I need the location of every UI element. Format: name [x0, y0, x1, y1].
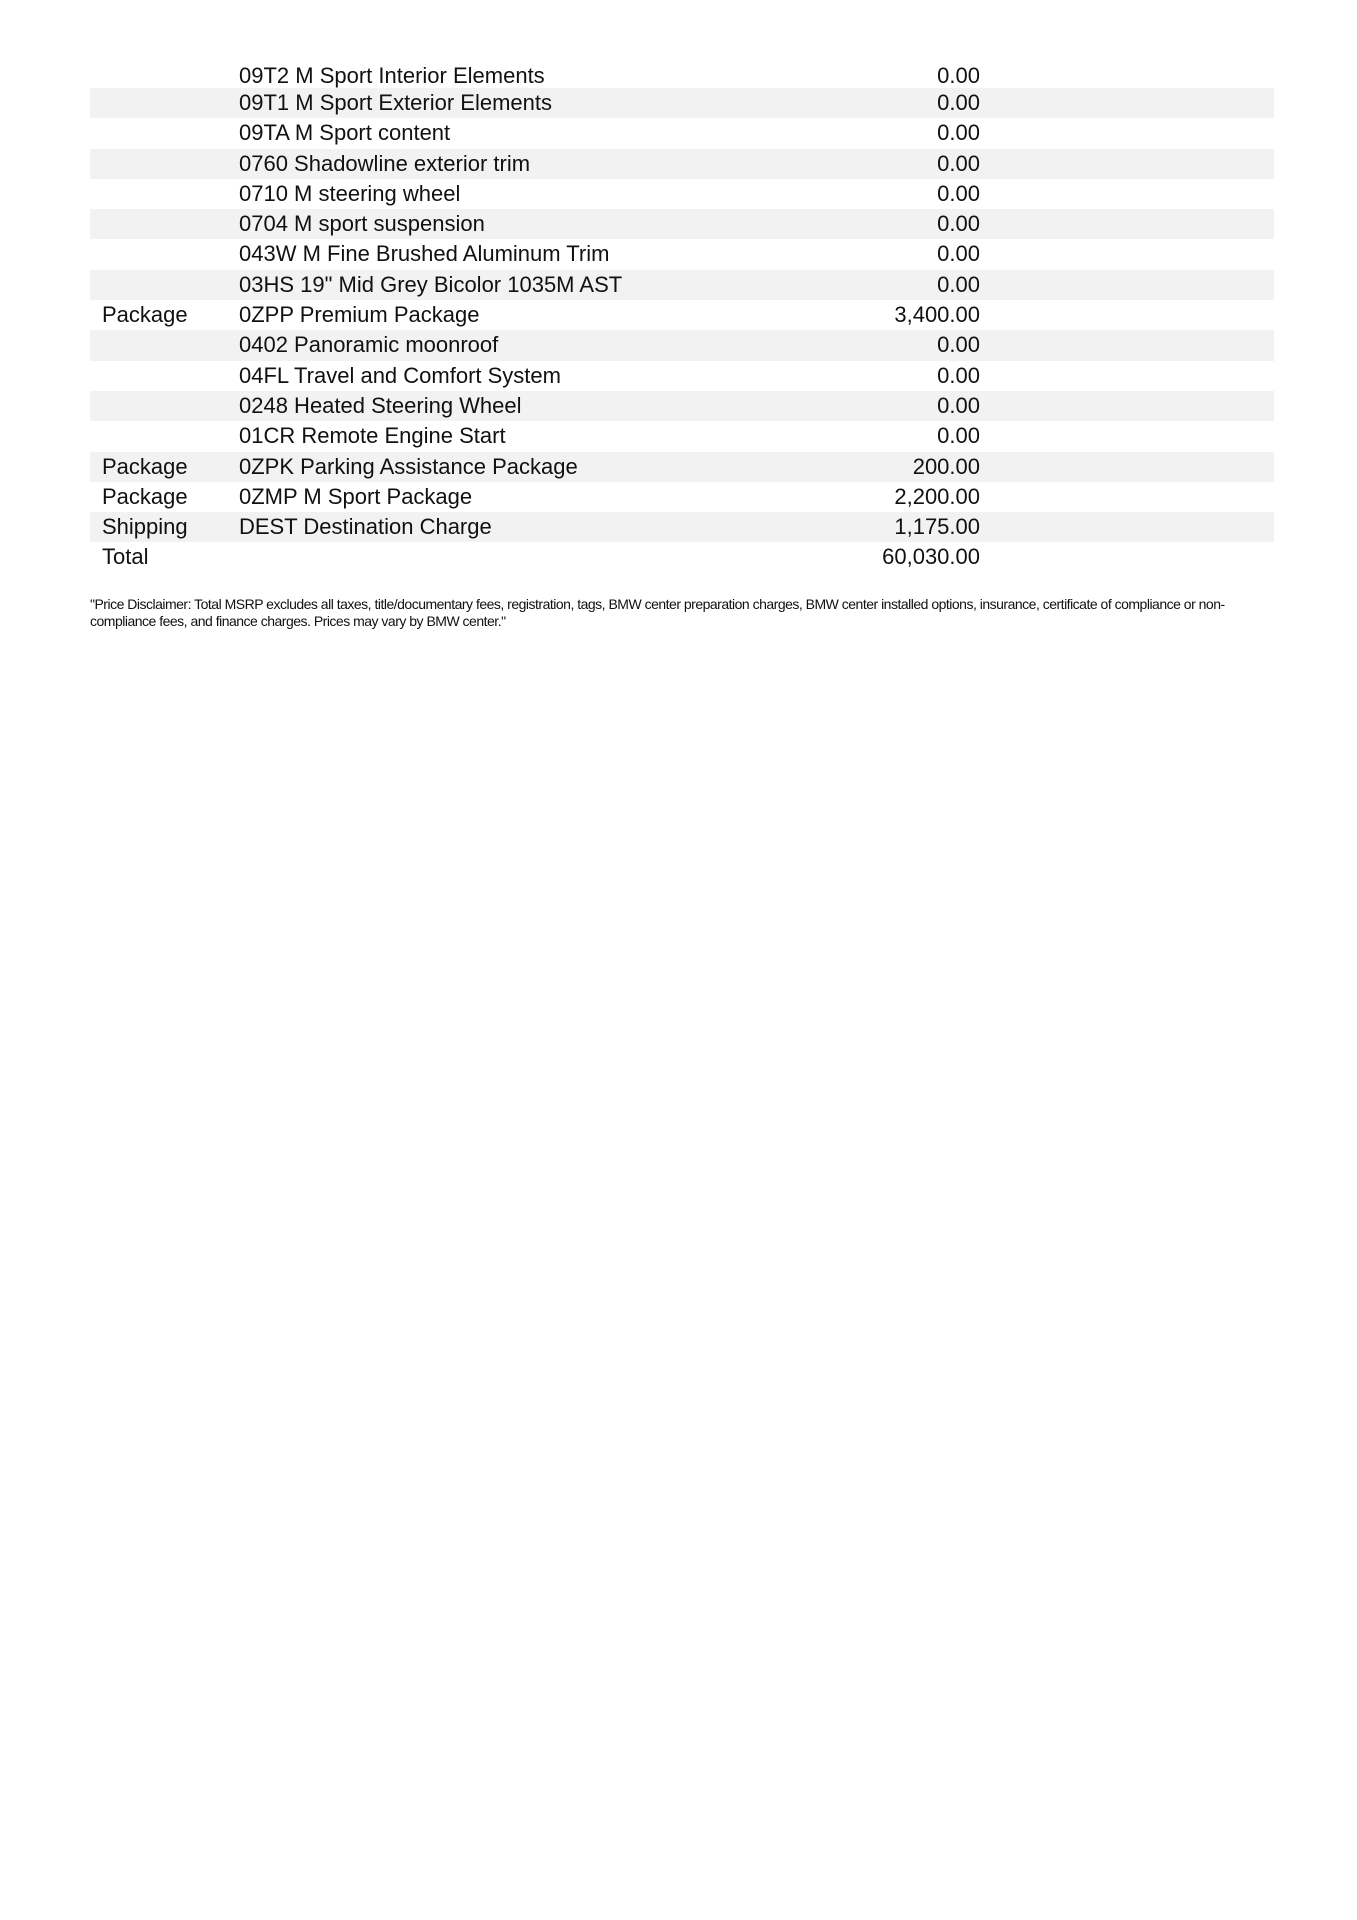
row-category: Package [102, 483, 188, 509]
table-row [90, 512, 1274, 542]
table-row [90, 330, 1274, 360]
table-row [90, 64, 1274, 88]
table-row [90, 421, 1274, 451]
row-price: 2,200.00 [894, 483, 980, 509]
row-description: 0704 M sport suspension [239, 211, 485, 237]
row-price: 0.00 [937, 332, 980, 358]
table-row [90, 179, 1274, 209]
table-row [90, 149, 1274, 179]
row-description: DEST Destination Charge [239, 514, 492, 540]
price-table [90, 64, 1274, 573]
table-row [90, 209, 1274, 239]
row-price: 0.00 [937, 423, 980, 449]
table-row [90, 118, 1274, 148]
row-category: Package [102, 302, 188, 328]
row-price: 1,175.00 [894, 514, 980, 540]
total-price: 60,030.00 [882, 544, 980, 570]
row-price: 0.00 [937, 241, 980, 267]
row-description: 0ZPP Premium Package [239, 302, 480, 328]
row-description: 09TA M Sport content [239, 120, 451, 146]
row-price: 3,400.00 [894, 302, 980, 328]
row-description: 043W M Fine Brushed Aluminum Trim [239, 241, 610, 267]
row-price: 0.00 [937, 120, 980, 146]
table-row [90, 391, 1274, 421]
row-price: 0.00 [937, 90, 980, 115]
row-description: 0760 Shadowline exterior trim [239, 150, 531, 176]
row-description: 0248 Heated Steering Wheel [239, 392, 522, 418]
row-description: 0ZMP M Sport Package [239, 483, 473, 509]
row-description: 01CR Remote Engine Start [239, 423, 506, 449]
row-price: 0.00 [937, 63, 980, 88]
table-row [90, 482, 1274, 512]
row-price: 0.00 [937, 150, 980, 176]
table-row [90, 361, 1274, 391]
total-label: Total [102, 544, 149, 570]
row-price: 0.00 [937, 211, 980, 237]
row-price: 0.00 [937, 362, 980, 388]
row-description: 0402 Panoramic moonroof [239, 332, 499, 358]
table-row [90, 239, 1274, 269]
row-price: 200.00 [912, 453, 980, 479]
table-row [90, 300, 1274, 330]
row-description: 09T1 M Sport Exterior Elements [239, 90, 553, 115]
row-description: 0ZPK Parking Assistance Package [239, 453, 578, 479]
table-row [90, 270, 1274, 300]
table-row [90, 88, 1274, 118]
price-disclaimer: "Price Disclaimer: Total MSRP excludes all taxes, title/documentary fees, registration, tags, BMW center preparation charges, BMW center installed options, insurance, certificate of compliance or non-compliance fees, and finance charges. Prices may vary by BMW center." [90, 596, 1225, 629]
row-description: 03HS 19" Mid Grey Bicolor 1035M AST [239, 271, 623, 297]
row-price: 0.00 [937, 392, 980, 418]
row-price: 0.00 [937, 271, 980, 297]
row-description: 04FL Travel and Comfort System [239, 362, 561, 388]
row-category: Package [102, 453, 188, 479]
row-description: 09T2 M Sport Interior Elements [239, 63, 545, 88]
row-description: 0710 M steering wheel [239, 180, 461, 206]
total-row [90, 542, 1274, 572]
table-row [90, 452, 1274, 482]
row-category: Shipping [102, 514, 188, 540]
row-price: 0.00 [937, 180, 980, 206]
